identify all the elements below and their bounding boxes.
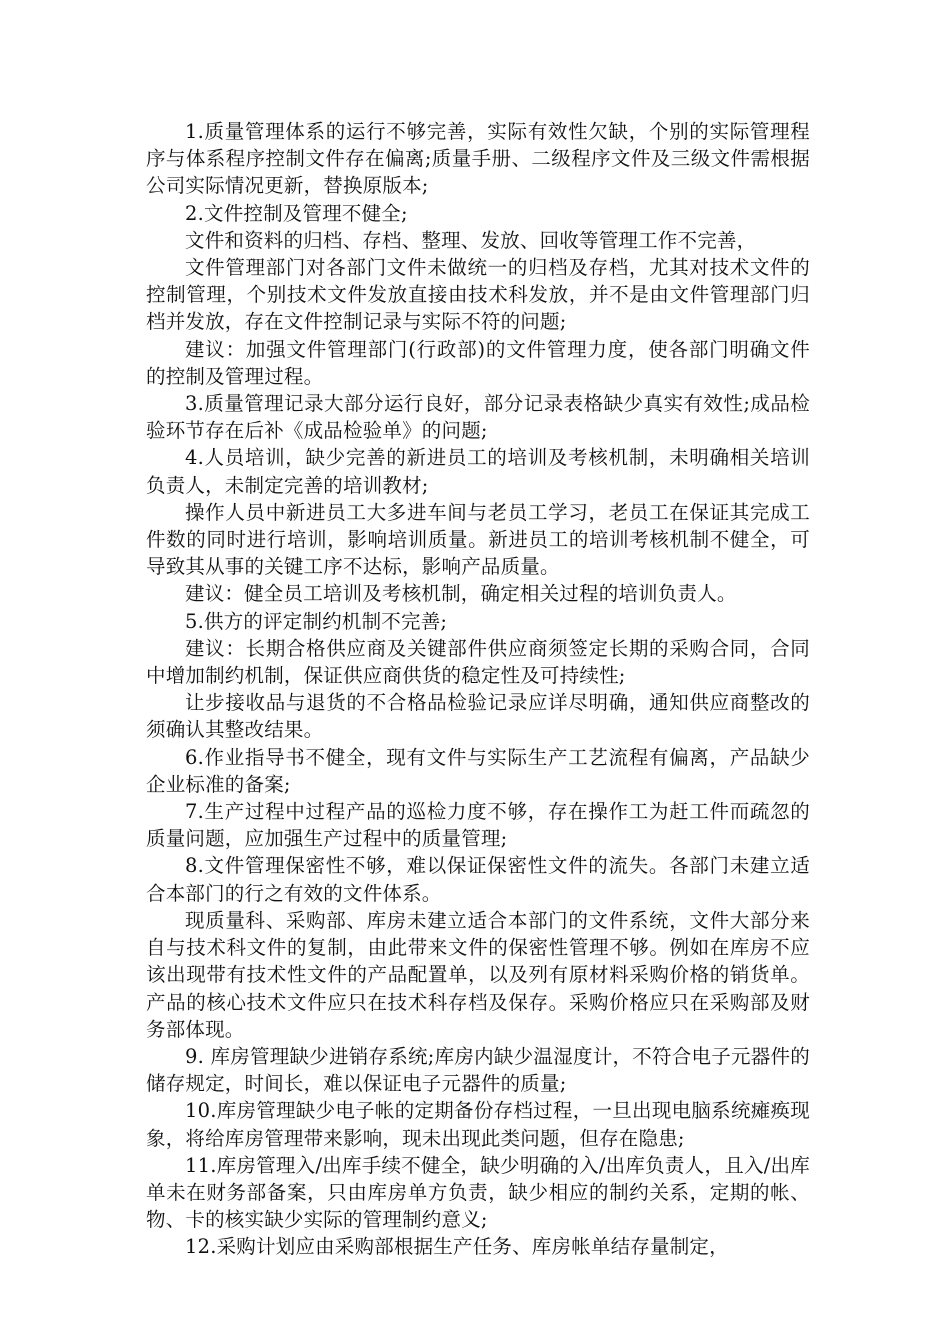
paragraph-20: 12.采购计划应由采购部根据生产任务、库房帐单结存量制定， xyxy=(185,1235,729,1259)
paragraph-5: 建议：加强文件管理部门(行政部)的文件管理力度，使各部门明确文件的控制及管理过程。 xyxy=(146,337,810,388)
paragraph-11: 建议：长期合格供应商及关键部件供应商须签定长期的采购合同，合同中增加制约机制，保证供应商供货的稳定性及可持续性; xyxy=(146,636,810,688)
paragraph-1: 1.质量管理体系的运行不够完善，实际有效性欠缺，个别的实际管理程序与体系程序控制文件存在偏离;质量手册、二级程序文件及三级文件需根据公司实际情况更新，替换原版本; xyxy=(146,120,810,198)
paragraph-18: 10.库房管理缺少电子帐的定期备份存档过程，一旦出现电脑系统瘫痪现象，将给库房管理带来影响，现未出现此类问题，但存在隐患; xyxy=(146,1099,810,1150)
paragraph-6: 3.质量管理记录大部分运行良好，部分记录表格缺少真实有效性;成品检验环节存在后补《成品检验单》的问题; xyxy=(146,392,810,443)
paragraph-19: 11.库房管理入/出库手续不健全，缺少明确的入/出库负责人，且入/出库单未在财务部备案，只由库房单方负责，缺少相应的制约关系，定期的帐、物、卡的核实缺少实际的管理制约意义; xyxy=(146,1153,810,1232)
paragraph-10: 5.供方的评定制约机制不完善; xyxy=(185,609,448,633)
paragraph-12: 让步接收品与退货的不合格品检验记录应详尽明确，通知供应商整改的须确认其整改结果。 xyxy=(146,691,810,742)
paragraph-13: 6.作业指导书不健全，现有文件与实际生产工艺流程有偏离，产品缺少企业标准的备案; xyxy=(146,745,810,796)
paragraph-7: 4.人员培训，缺少完善的新进员工的培训及考核机制，未明确相关培训负责人，未制定完善的培训教材; xyxy=(146,446,810,497)
paragraph-15: 8.文件管理保密性不够，难以保证保密性文件的流失。各部门未建立适合本部门的行之有效的文件体系。 xyxy=(146,854,810,905)
paragraph-8: 操作人员中新进员工大多进车间与老员工学习，老员工在保证其完成工件数的同时进行培训，影响培训质量。新进员工的培训考核机制不健全，可导致其从事的关键工序不达标，影响产品质量。 xyxy=(146,500,810,579)
paragraph-4: 文件管理部门对各部门文件未做统一的归档及存档，尤其对技术文件的控制管理，个别技术文件发放直接由技术科发放，并不是由文件管理部门归档并发放，存在文件控制记录与实际不符的问题; xyxy=(146,256,810,334)
paragraph-2: 2.文件控制及管理不健全; xyxy=(185,201,408,225)
document-body xyxy=(146,118,810,1261)
paragraph-17: 9. 库房管理缺少进销存系统;库房内缺少温湿度计，不符合电子元器件的储存规定，时间长，难以保证电子元器件的质量; xyxy=(146,1044,810,1096)
paragraph-16: 现质量科、采购部、库房未建立适合本部门的文件系统，文件大部分来自与技术科文件的复制，由此带来文件的保密性管理不够。例如在库房不应该出现带有技术性文件的产品配置单，以及列有原材料采购价格的销货单。产品的核心技术文件应只在技术科存档及保存。采购价格应只在采购部及财务部体现。 xyxy=(146,908,810,1041)
paragraph-3: 文件和资料的归档、存档、整理、发放、回收等管理工作不完善， xyxy=(185,228,757,252)
paragraph-9: 建议：健全员工培训及考核机制，确定相关过程的培训负责人。 xyxy=(185,582,737,606)
paragraph-14: 7.生产过程中过程产品的巡检力度不够，存在操作工为赶工件而疏忽的质量问题，应加强生产过程中的质量管理; xyxy=(146,800,810,851)
